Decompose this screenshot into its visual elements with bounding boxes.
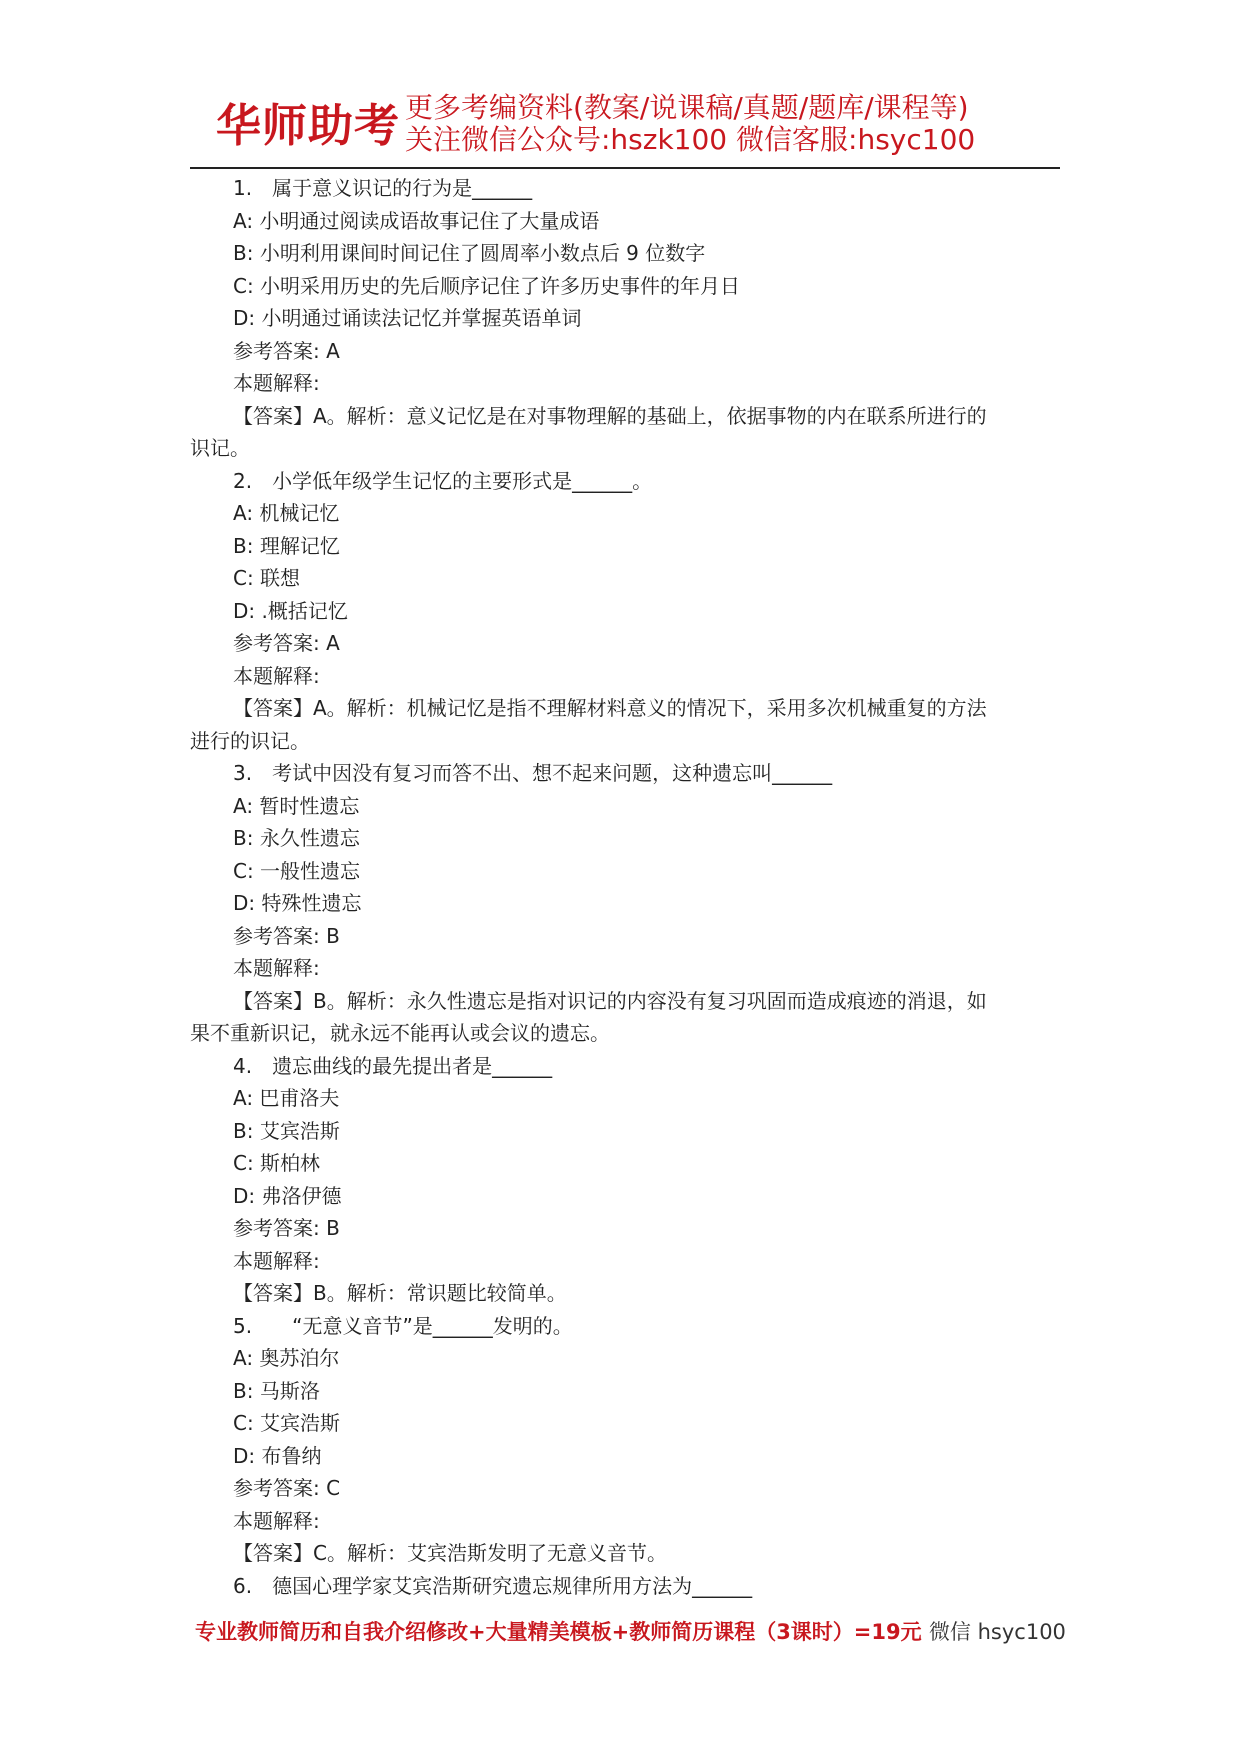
explanation-label: 本题解释: [233,956,320,980]
promo-line-1: 更多考编资料(教案/说课稿/真题/题库/课程等) [405,91,969,124]
option: C: 斯柏林 [233,1151,321,1175]
question-stem: 3. 考试中因没有复习而答不出、想不起来问题，这种遗忘叫______ [233,761,833,785]
footer-ad [195,1617,1065,1647]
explanation-line: 【答案】A。解析：意义记忆是在对事物理解的基础上，依据事物的内在联系所进行的 [233,403,987,428]
question-list [190,172,1060,1602]
option: A: 机械记忆 [233,501,340,525]
option: D: 弗洛伊德 [233,1183,342,1208]
explanation [190,400,1060,465]
option: B: 马斯洛 [233,1378,320,1403]
option: A: 暂时性遗忘 [233,793,360,818]
explanation-line: 进行的识记。 [190,728,310,753]
question-stem: 5. “无意义音节”是______发明的。 [233,1313,573,1338]
header-divider [190,167,1060,169]
option: A: 巴甫洛夫 [233,1086,340,1110]
explanation-label: 本题解释: [233,663,320,688]
option: C: 艾宾浩斯 [233,1411,341,1435]
option: C: 一般性遗忘 [233,858,361,883]
reference-answer: 参考答案: A [233,338,340,363]
question-stem: 6. 德国心理学家艾宾浩斯研究遗忘规律所用方法为______ [233,1573,753,1598]
option: B: 艾宾浩斯 [233,1118,340,1143]
explanation-line: 果不重新识记，就永远不能再认或会议的遗忘。 [190,1021,610,1045]
explanation [190,692,1060,757]
question-stem: 1. 属于意义识记的行为是______ [233,176,533,200]
reference-answer: 参考答案: C [233,1476,341,1500]
option: D: .概括记忆 [233,598,348,623]
explanation-line: 【答案】B。解析：永久性遗忘是指对识记的内容没有复习巩固而造成痕迹的消退，如 [233,988,987,1013]
option: D: 特殊性遗忘 [233,891,362,915]
option: D: 布鲁纳 [233,1443,322,1468]
question-stem: 4. 遗忘曲线的最先提出者是______ [233,1053,553,1078]
option: C: 联想 [233,566,301,590]
option: A: 小明通过阅读成语故事记住了大量成语 [233,208,600,233]
footer-wechat: 微信 hsyc100 [928,1620,1066,1644]
footer-ad-text: 专业教师简历和自我介绍修改+大量精美模板+教师简历课程（3课时）=19元 [195,1620,922,1644]
question-stem: 2. 小学低年级学生记忆的主要形式是______。 [233,468,653,493]
explanation-label: 本题解释: [233,1248,320,1273]
option: B: 理解记忆 [233,533,340,558]
reference-answer: 参考答案: A [233,631,340,655]
explanation-line: 识记。 [190,436,250,460]
explanation [190,985,1060,1050]
explanation: 【答案】B。解析：常识题比较简单。 [233,1281,567,1305]
brand-logo: 华师助考 [216,99,401,152]
option: A: 奥苏泊尔 [233,1346,340,1370]
option: D: 小明通过诵读法记忆并掌握英语单词 [233,306,582,330]
reference-answer: 参考答案: B [233,1216,340,1240]
header-banner [190,88,1060,164]
explanation: 【答案】C。解析：艾宾浩斯发明了无意义音节。 [233,1541,667,1565]
promo-text [405,92,975,156]
reference-answer: 参考答案: B [233,923,340,948]
option: C: 小明采用历史的先后顺序记住了许多历史事件的年月日 [233,273,741,298]
promo-line-2: 关注微信公众号:hszk100 微信客服:hsyc100 [405,123,976,156]
explanation-label: 本题解释: [233,371,320,395]
option: B: 小明利用课间时间记住了圆周率小数点后 9 位数字 [233,241,706,265]
explanation-label: 本题解释: [233,1508,320,1533]
option: B: 永久性遗忘 [233,826,360,850]
explanation-line: 【答案】A。解析：机械记忆是指不理解材料意义的情况下，采用多次机械重复的方法 [233,696,987,720]
